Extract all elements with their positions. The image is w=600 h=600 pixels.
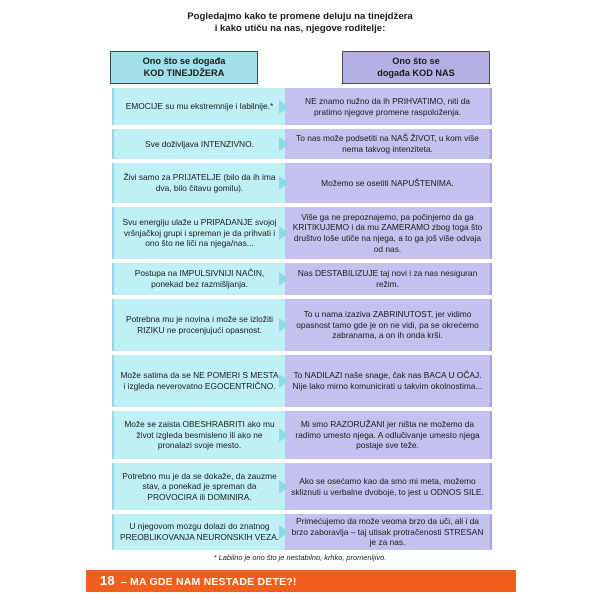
table-row — [0, 88, 600, 125]
parent-cell — [285, 263, 492, 295]
parent-cell-text: To NADILAZI naše snage, čak nas BACA U OČAJ. Nije lako mirno komunicirati u takvim okolnostima... — [292, 370, 483, 391]
teen-cell-text: Postupa na IMPULSIVNIJI NAČIN, ponekad bez razmišljanja. — [134, 268, 265, 289]
parent-cell — [285, 463, 492, 510]
parent-cell-text: Primećujemo da može veoma brzo da uči, ali i da brzo zaboravlja – taj utisak protračenosti STRESAN je za nas. — [291, 516, 484, 548]
intro-text — [0, 11, 600, 35]
table-row — [0, 299, 600, 351]
table-row — [0, 129, 600, 159]
teen-cell-text: Svu energiju ulaže u PRIPADANJE svojoj vršnjačkoj grupi i spreman je da prihvati i ono što ne liči na njega/nas... — [122, 217, 277, 249]
teen-cell — [112, 463, 285, 510]
parent-cell — [285, 411, 492, 459]
arrow-right-icon — [279, 100, 289, 114]
header-parents-line-2: događa KOD NAS — [377, 67, 455, 78]
parent-cell — [285, 207, 492, 259]
teen-cell — [112, 88, 285, 125]
teen-cell-text: Potrebna mu je novina i može se izložiti RIZIKU ne procenjujući opasnost. — [125, 314, 274, 335]
header-teen-line-1: Ono što se događa — [142, 56, 226, 66]
teen-cell-text: Živi samo za PRIJATELJE (bilo da ih ima dva, bilo čitavu gomilu). — [123, 172, 276, 193]
teen-cell-text: EMOCIJE su mu ekstremnije i labilnije.* — [125, 101, 274, 112]
footnote: * Labilno je ono što je nestabilno, krhko, promenljivo. — [213, 553, 387, 562]
table-row — [0, 163, 600, 203]
header-teen — [110, 51, 258, 84]
teen-cell — [112, 514, 285, 550]
parent-cell-text: Možemo se osetiti NAPUŠTENIMA. — [321, 177, 454, 188]
parent-cell — [285, 355, 492, 407]
arrow-right-icon — [279, 374, 289, 388]
parent-cell-text: Nas DESTABILIZUJE taj novi i za nas nesiguran režim. — [297, 268, 478, 289]
table-row — [0, 514, 600, 550]
teen-cell — [112, 129, 285, 159]
parent-cell-text: To nas može podsetiti na NAŠ ŽIVOT, u kom više nema takvog intenziteta. — [296, 133, 479, 154]
parent-cell-text: NE znamo nužno da ih PRIHVATIMO, niti da pratimo njegove promene raspoloženja. — [305, 95, 470, 117]
teen-cell-text: Potrebno mu je da se dokaže, da zauzme stav, a ponekad je spreman da PROVOCIRA ili DOMINIRA. — [122, 470, 277, 502]
chapter-title: – MA GDE NAM NESTADE DETE?! — [120, 576, 297, 588]
parent-cell — [285, 299, 492, 351]
table-row — [0, 411, 600, 459]
arrow-right-icon — [279, 428, 289, 442]
teen-cell — [112, 299, 285, 351]
parent-cell — [285, 163, 492, 203]
intro-line-1: Pogledajmo kako te promene deluju na tinejdžera — [187, 11, 413, 22]
table-row — [0, 263, 600, 295]
page-number: 18 — [100, 573, 115, 588]
teen-cell — [112, 411, 285, 459]
teen-cell — [112, 207, 285, 259]
teen-cell — [112, 163, 285, 203]
arrow-right-icon — [279, 137, 289, 151]
arrow-right-icon — [279, 318, 289, 332]
teen-cell-text: Može satima da se NE POMERI S MESTA i izgleda neverovatno EGOCENTRIČNO. — [120, 370, 279, 391]
teen-cell-text: Sve doživljava INTENZIVNO. — [145, 138, 254, 149]
parent-cell — [285, 514, 492, 550]
parent-cell — [285, 88, 492, 125]
table-row — [0, 207, 600, 259]
arrow-right-icon — [279, 272, 289, 286]
table-row — [0, 463, 600, 510]
header-parents — [342, 51, 490, 84]
arrow-right-icon — [279, 226, 289, 240]
teen-cell — [112, 355, 285, 407]
header-parents-line-1: Ono što se — [392, 56, 440, 66]
table-row — [0, 355, 600, 407]
parent-cell-text: Više ga ne prepoznajemo, pa počinjemo da ga KRITIKUJEMO i da mu ZAMERAMO zbog toga što društvo loše utiče na njega, a to ga još više odvaja od nas. — [292, 211, 483, 254]
parent-cell-text: To u nama izaziva ZABRINUTOST, jer vidimo opasnost tamo gde je on ne vidi, pa se okrećemo zabranama, a on ih onda krši. — [296, 309, 479, 341]
parent-cell-text: Ako se osećamo kao da smo mi meta, možemo skliznuti u verbalne dvoboje, to jest u ODNOS SILE. — [291, 475, 484, 497]
arrow-right-icon — [279, 480, 289, 494]
teen-cell — [112, 263, 285, 295]
page-footer — [86, 570, 516, 592]
intro-line-2: i kako utiču na nas, njegove roditelje: — [214, 23, 386, 34]
parent-cell — [285, 129, 492, 159]
header-teen-line-2: KOD TINEJDŽERA — [143, 67, 225, 78]
arrow-right-icon — [279, 176, 289, 190]
arrow-right-icon — [279, 525, 289, 539]
teen-cell-text: Može se zaista OBESHRABRITI ako mu život izgleda besmisleno ili ako ne pronalazi svoje mesto. — [124, 419, 275, 451]
parent-cell-text: Mi smo RAZORUŽANI jer ništa ne možemo da radimo umesto njega. A odlučivanje umesto njega postaje sve teže. — [295, 419, 480, 451]
teen-cell-text: U njegovom mozgu dolazi do znatnog PREOBLIKOVANJA NEURONSKIH VEZA. — [120, 521, 280, 542]
